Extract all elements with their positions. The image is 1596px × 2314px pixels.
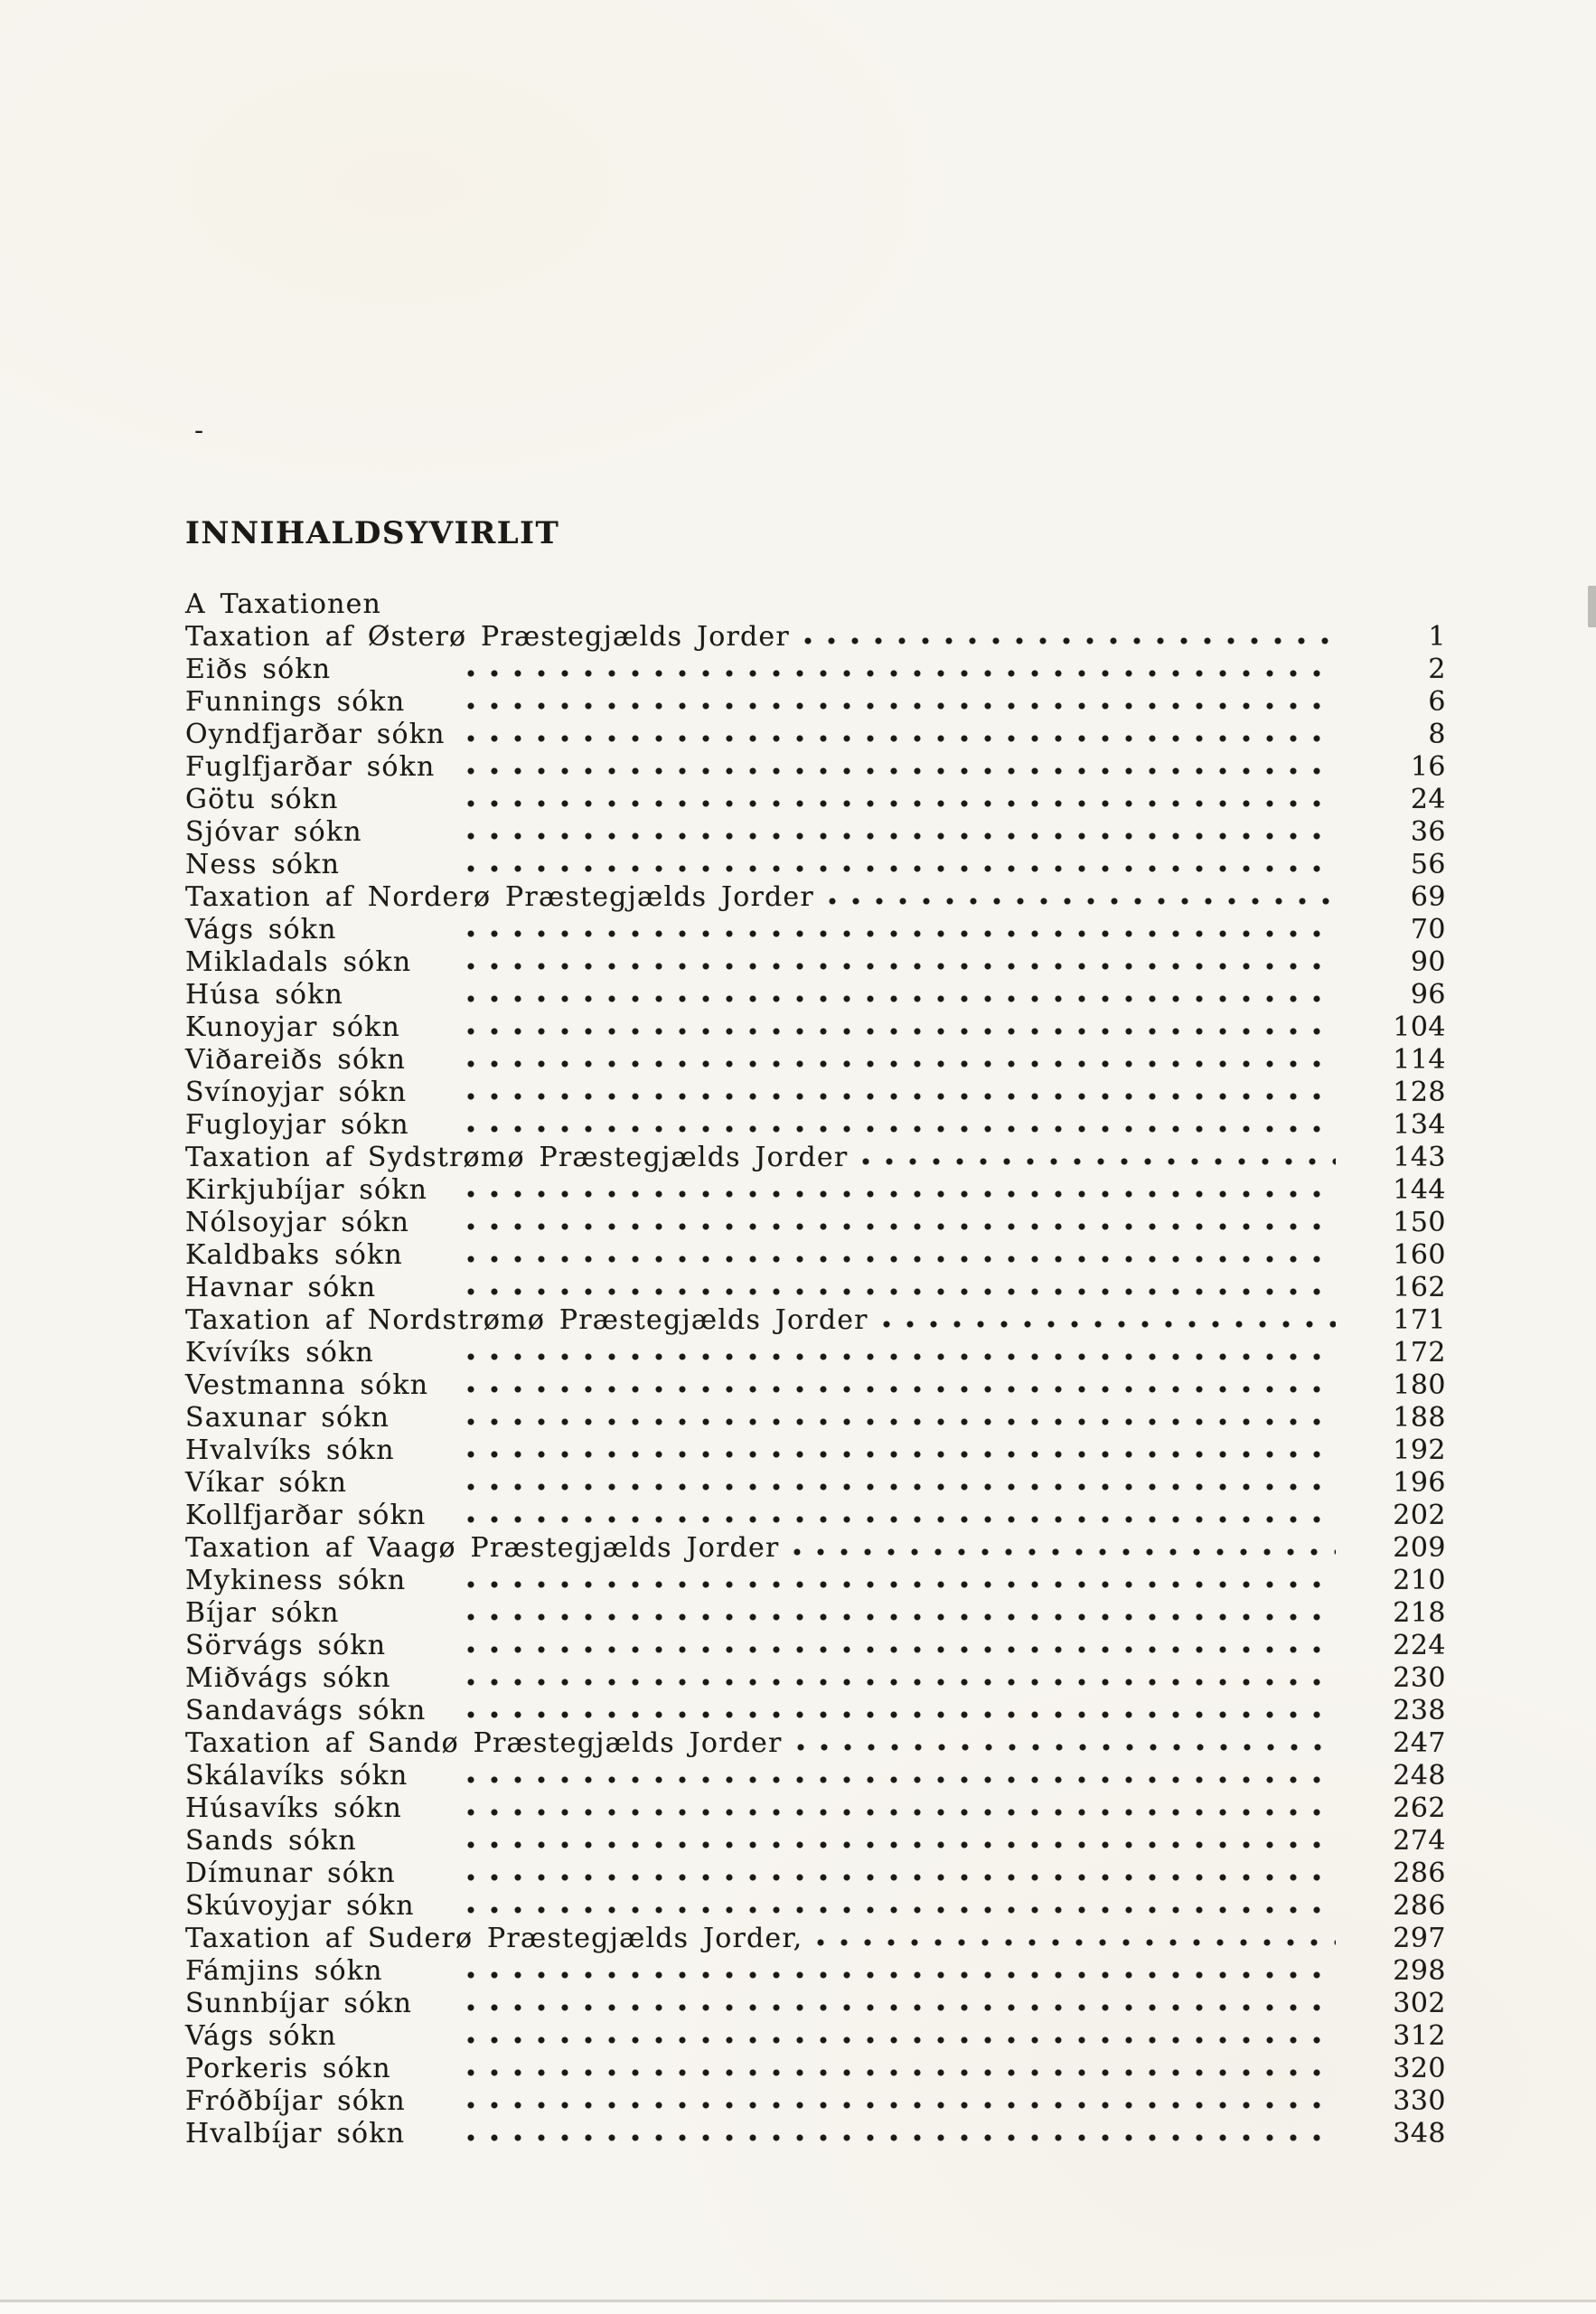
toc-row xyxy=(185,2085,1446,2118)
toc-entry-page-number: 192 xyxy=(1393,1434,1446,1466)
toc-row xyxy=(185,1239,1446,1272)
toc-entry-label: Húsavíks sókn xyxy=(185,1792,402,1824)
toc-row xyxy=(185,1760,1446,1792)
scan-right-edge-artifact xyxy=(1588,586,1596,627)
dot-leader xyxy=(467,849,1336,881)
toc-entry-page-number: 297 xyxy=(1393,1923,1446,1954)
toc-entry-page-number: 143 xyxy=(1393,1142,1446,1173)
dot-leader xyxy=(467,1955,1336,1988)
toc-entry-page-number: 320 xyxy=(1393,2053,1446,2084)
dot-leader xyxy=(467,1207,1336,1239)
toc-entry-page-number: 218 xyxy=(1393,1597,1446,1629)
toc-entry-page-number: 238 xyxy=(1393,1695,1446,1726)
toc-row xyxy=(185,1434,1446,1467)
toc-row xyxy=(185,1988,1446,2020)
toc-row xyxy=(185,1565,1446,1597)
toc-row xyxy=(185,2053,1446,2085)
toc-entry-label: Fámjins sókn xyxy=(185,1955,383,1987)
toc-entry-page-number: 56 xyxy=(1410,849,1446,880)
dot-leader xyxy=(862,1142,1336,1174)
toc-entry-page-number: 90 xyxy=(1410,946,1446,978)
toc-entry-label: Taxation af Norderø Præstegjælds Jorder xyxy=(185,881,814,913)
toc-entry-label: Sjóvar sókn xyxy=(185,816,362,848)
toc-entry-label: Sands sókn xyxy=(185,1825,357,1857)
toc-row xyxy=(185,1662,1446,1695)
dot-leader xyxy=(467,1760,1336,1792)
toc-entry-page-number: 298 xyxy=(1393,1955,1446,1987)
dot-leader xyxy=(467,1174,1336,1207)
toc-row xyxy=(185,1858,1446,1890)
toc-entry-label: Skúvoyjar sókn xyxy=(185,1890,415,1922)
toc-entry-label: Dímunar sókn xyxy=(185,1858,396,1889)
toc-row xyxy=(185,1174,1446,1207)
toc-entry-label: Kvívíks sókn xyxy=(185,1337,374,1369)
toc-row xyxy=(185,686,1446,719)
toc-entry-label: Funnings sókn xyxy=(185,686,406,718)
dot-leader xyxy=(467,914,1336,946)
dot-leader xyxy=(829,881,1336,914)
dot-leader xyxy=(467,1011,1336,1044)
dot-leader xyxy=(467,1662,1336,1695)
toc-entry-label: Vestmanna sókn xyxy=(185,1369,429,1401)
toc-entry-label: Kaldbaks sókn xyxy=(185,1239,403,1271)
toc-entry-page-number: 8 xyxy=(1428,719,1446,750)
toc-entry-label: Viðareiðs sókn xyxy=(185,1044,407,1076)
toc-entry-label: Víkar sókn xyxy=(185,1467,348,1499)
toc-row xyxy=(185,1402,1446,1434)
dot-leader xyxy=(467,1988,1336,2020)
toc-entry-label: Saxunar sókn xyxy=(185,1402,390,1434)
toc-entry-label: Taxation af Østerø Præstegjælds Jorder xyxy=(185,621,790,653)
toc-entry-page-number: 348 xyxy=(1393,2118,1446,2149)
toc-entry-label: Eiðs sókn xyxy=(185,654,332,685)
toc-entry-page-number: 104 xyxy=(1393,1011,1446,1043)
dot-leader xyxy=(467,2020,1336,2053)
dot-leader xyxy=(467,816,1336,849)
toc-entry-page-number: 144 xyxy=(1393,1174,1446,1206)
toc-entry-label: Kirkjubíjar sókn xyxy=(185,1174,428,1206)
toc-entry-page-number: 134 xyxy=(1393,1109,1446,1141)
toc-row xyxy=(185,1207,1446,1239)
toc-entry-label: Miðvágs sókn xyxy=(185,1662,391,1694)
toc-entry-label: Fugloyjar sókn xyxy=(185,1109,409,1141)
page-title: INNIHALDSYVIRLIT xyxy=(185,515,560,551)
toc-entry-page-number: 247 xyxy=(1393,1727,1446,1759)
dot-leader xyxy=(467,686,1336,719)
toc-entry-page-number: 114 xyxy=(1393,1044,1446,1076)
toc-entry-page-number: 150 xyxy=(1393,1207,1446,1238)
toc-entry-page-number: 16 xyxy=(1410,751,1446,783)
toc-entry-page-number: 172 xyxy=(1393,1337,1446,1369)
toc-entry-label: Vágs sókn xyxy=(185,914,337,945)
toc-entry-label: Oyndfjarðar sókn xyxy=(185,719,446,750)
toc-row xyxy=(185,1467,1446,1500)
toc-entry-page-number: 224 xyxy=(1393,1630,1446,1661)
toc-row xyxy=(185,751,1446,784)
toc-entry-page-number: 180 xyxy=(1393,1369,1446,1401)
toc-entry-page-number: 230 xyxy=(1393,1662,1446,1694)
toc-row xyxy=(185,2020,1446,2053)
toc-entry-label: Húsa sókn xyxy=(185,979,344,1011)
dot-leader xyxy=(793,1532,1336,1565)
toc-entry-page-number: 70 xyxy=(1410,914,1446,945)
toc-entry-page-number: 202 xyxy=(1393,1500,1446,1531)
toc-row xyxy=(185,1630,1446,1662)
toc-row xyxy=(185,1044,1446,1077)
toc-entry-label: Taxation af Sydstrømø Præstegjælds Jorder xyxy=(185,1142,849,1173)
page-content xyxy=(185,516,1446,2150)
toc-row xyxy=(185,1923,1446,1955)
toc-entry-label: Svínoyjar sókn xyxy=(185,1077,408,1108)
toc-entry-label: Sandavágs sókn xyxy=(185,1695,427,1726)
toc-entry-label: Porkeris sókn xyxy=(185,2053,391,2084)
toc-row xyxy=(185,1369,1446,1402)
dot-leader xyxy=(467,1890,1336,1923)
toc-row xyxy=(185,1337,1446,1369)
dot-leader xyxy=(467,1109,1336,1142)
dot-leader xyxy=(804,621,1336,654)
toc-row xyxy=(185,979,1446,1011)
dot-leader xyxy=(467,1858,1336,1890)
toc-entry-page-number: 248 xyxy=(1393,1760,1446,1792)
toc-entry-label: Hvalvíks sókn xyxy=(185,1434,395,1466)
toc-entry-label: Skálavíks sókn xyxy=(185,1760,408,1792)
dot-leader xyxy=(467,1695,1336,1727)
toc-entry-label: Fróðbíjar sókn xyxy=(185,2085,406,2117)
toc-row xyxy=(185,1890,1446,1923)
toc-entry-label: Götu sókn xyxy=(185,784,339,815)
toc-entry-label: Ness sókn xyxy=(185,849,341,880)
toc-entry-label: Sörvágs sókn xyxy=(185,1630,387,1661)
stray-dash-mark: - xyxy=(194,415,204,447)
toc-entry-label: Taxation af Sandø Præstegjælds Jorder xyxy=(185,1727,783,1759)
toc-entry-page-number: 69 xyxy=(1410,881,1446,913)
toc-row xyxy=(185,881,1446,914)
toc-entry-page-number: 302 xyxy=(1393,1988,1446,2019)
toc-row xyxy=(185,946,1446,979)
dot-leader xyxy=(467,1402,1336,1434)
toc-entry-label: Kunoyjar sókn xyxy=(185,1011,401,1043)
toc-entry-label: Nólsoyjar sókn xyxy=(185,1207,410,1238)
toc-row xyxy=(185,1532,1446,1565)
toc-entry-label: Fuglfjarðar sókn xyxy=(185,751,436,783)
toc-entry-page-number: 312 xyxy=(1393,2020,1446,2052)
toc-row xyxy=(185,784,1446,816)
dot-leader xyxy=(467,1077,1336,1109)
dot-leader xyxy=(467,2118,1336,2150)
dot-leader xyxy=(467,1792,1336,1825)
toc-entry-page-number: 188 xyxy=(1393,1402,1446,1434)
toc-entry-page-number: 96 xyxy=(1410,979,1446,1011)
toc-entry-page-number: 286 xyxy=(1393,1858,1446,1889)
toc-entry-page-number: 1 xyxy=(1428,621,1446,653)
toc-row xyxy=(185,1011,1446,1044)
toc-row xyxy=(185,1109,1446,1142)
dot-leader xyxy=(467,2053,1336,2085)
dot-leader xyxy=(467,1239,1336,1272)
dot-leader xyxy=(467,1500,1336,1532)
toc-row xyxy=(185,1272,1446,1304)
toc-entry-label: Taxation af Suderø Præstegjælds Jorder, xyxy=(185,1923,803,1954)
toc-row xyxy=(185,816,1446,849)
dot-leader xyxy=(467,1369,1336,1402)
toc-entry-label: Vágs sókn xyxy=(185,2020,337,2052)
toc-entry-page-number: 209 xyxy=(1393,1532,1446,1564)
dot-leader xyxy=(467,654,1336,686)
toc-row xyxy=(185,1304,1446,1337)
dot-leader xyxy=(797,1727,1336,1760)
toc-row xyxy=(185,621,1446,654)
toc-entry-page-number: 330 xyxy=(1393,2085,1446,2117)
scan-bottom-edge-paper xyxy=(0,2302,1596,2314)
toc-entry-page-number: 6 xyxy=(1428,686,1446,718)
dot-leader xyxy=(467,979,1336,1011)
toc-row xyxy=(185,2118,1446,2150)
toc-row xyxy=(185,1077,1446,1109)
toc-row xyxy=(185,1825,1446,1858)
dot-leader xyxy=(467,1630,1336,1662)
toc-list xyxy=(185,621,1446,2150)
toc-entry-page-number: 162 xyxy=(1393,1272,1446,1303)
dot-leader xyxy=(467,1825,1336,1858)
toc-entry-page-number: 24 xyxy=(1410,784,1446,815)
toc-entry-label: Havnar sókn xyxy=(185,1272,377,1303)
toc-entry-label: Taxation af Nordstrømø Præstegjælds Jorder xyxy=(185,1304,868,1336)
dot-leader xyxy=(467,719,1336,751)
toc-row xyxy=(185,849,1446,881)
dot-leader xyxy=(467,784,1336,816)
toc-entry-page-number: 286 xyxy=(1393,1890,1446,1922)
dot-leader xyxy=(467,946,1336,979)
toc-entry-page-number: 196 xyxy=(1393,1467,1446,1499)
dot-leader xyxy=(883,1304,1336,1337)
dot-leader xyxy=(467,1434,1336,1467)
toc-row xyxy=(185,1142,1446,1174)
dot-leader xyxy=(467,1337,1336,1369)
toc-row xyxy=(185,1597,1446,1630)
dot-leader xyxy=(467,1272,1336,1304)
dot-leader xyxy=(817,1923,1336,1955)
toc-entry-page-number: 128 xyxy=(1393,1077,1446,1108)
toc-entry-label: Mykiness sókn xyxy=(185,1565,407,1596)
toc-entry-page-number: 2 xyxy=(1428,654,1446,685)
toc-row xyxy=(185,1695,1446,1727)
toc-row xyxy=(185,654,1446,686)
toc-row xyxy=(185,914,1446,946)
toc-entry-page-number: 274 xyxy=(1393,1825,1446,1857)
dot-leader xyxy=(467,2085,1336,2118)
toc-entry-page-number: 36 xyxy=(1410,816,1446,848)
toc-entry-label: Bíjar sókn xyxy=(185,1597,340,1629)
dot-leader xyxy=(467,751,1336,784)
toc-entry-label: Sunnbíjar sókn xyxy=(185,1988,413,2019)
section-label: A Taxationen xyxy=(185,588,382,620)
dot-leader xyxy=(467,1597,1336,1630)
toc-row xyxy=(185,1792,1446,1825)
toc-entry-page-number: 262 xyxy=(1393,1792,1446,1824)
toc-entry-label: Hvalbíjar sókn xyxy=(185,2118,406,2149)
dot-leader xyxy=(467,1467,1336,1500)
dot-leader xyxy=(467,1044,1336,1077)
toc-entry-page-number: 160 xyxy=(1393,1239,1446,1271)
dot-leader xyxy=(467,1565,1336,1597)
toc-entry-label: Mikladals sókn xyxy=(185,946,412,978)
toc-row xyxy=(185,1727,1446,1760)
toc-row xyxy=(185,1955,1446,1988)
toc-entry-page-number: 171 xyxy=(1393,1304,1446,1336)
toc-row xyxy=(185,1500,1446,1532)
toc-entry-label: Taxation af Vaagø Præstegjælds Jorder xyxy=(185,1532,780,1564)
toc-entry-page-number: 210 xyxy=(1393,1565,1446,1596)
toc-entry-label: Kollfjarðar sókn xyxy=(185,1500,427,1531)
toc-row xyxy=(185,719,1446,751)
